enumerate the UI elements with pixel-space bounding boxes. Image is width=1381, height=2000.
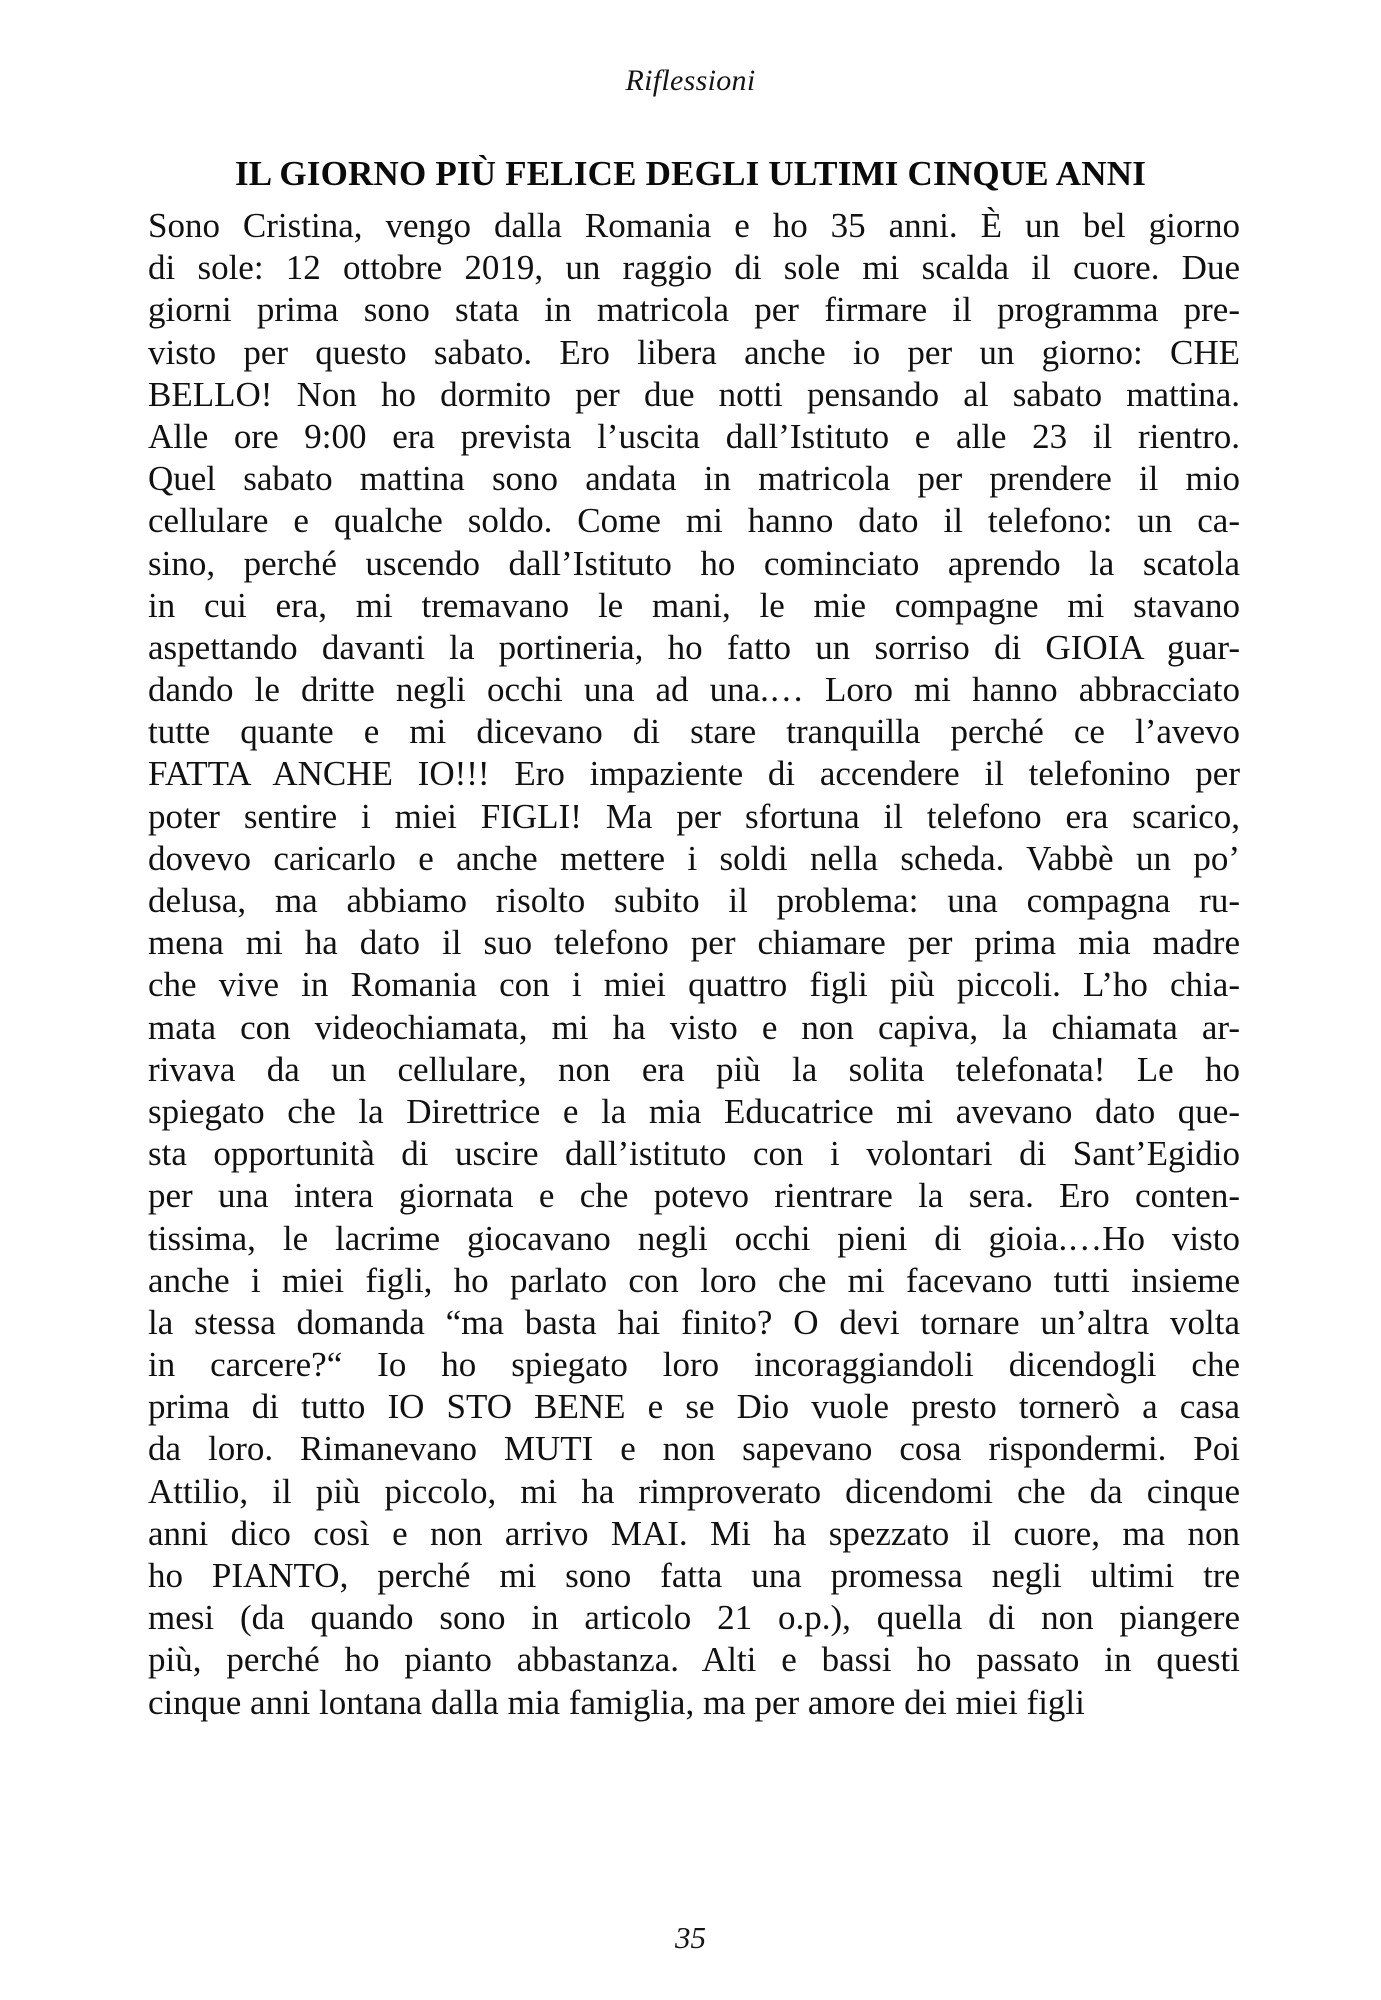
body-text — [148, 205, 1240, 1724]
text-line: FATTA ANCHE IO!!! Ero impaziente di accendere il telefonino per — [148, 754, 1240, 794]
text-line: dovevo caricarlo e anche mettere i soldi nella scheda. Vabbè un po’ — [148, 838, 1240, 878]
text-line: giorni prima sono stata in matricola per firmare il programma pre- — [148, 290, 1240, 330]
text-line: tissima, le lacrime giocavano negli occhi pieni di gioia.…Ho visto — [148, 1218, 1240, 1258]
text-line: anche i miei figli, ho parlato con loro che mi facevano tutti insieme — [148, 1260, 1240, 1300]
text-line: mata con videochiamata, mi ha visto e non capiva, la chiamata ar- — [148, 1007, 1240, 1047]
text-line: sta opportunità di uscire dall’istituto con i volontari di Sant’Egidio — [148, 1134, 1240, 1174]
text-line: anni dico così e non arrivo MAI. Mi ha spezzato il cuore, ma non — [148, 1513, 1240, 1553]
text-line: spiegato che la Direttrice e la mia Educatrice mi avevano dato que- — [148, 1091, 1240, 1131]
text-line: mena mi ha dato il suo telefono per chiamare per prima mia madre — [148, 923, 1240, 963]
text-line: dando le dritte negli occhi una ad una.… Loro mi hanno abbracciato — [148, 670, 1240, 710]
text-line: cellulare e qualche soldo. Come mi hanno dato il telefono: un ca- — [148, 501, 1240, 541]
text-line: poter sentire i miei FIGLI! Ma per sfortuna il telefono era scarico, — [148, 796, 1240, 836]
text-line: in carcere?“ Io ho spiegato loro incoraggiandoli dicendogli che — [148, 1345, 1240, 1385]
text-line: rivava da un cellulare, non era più la solita telefonata! Le ho — [148, 1049, 1240, 1089]
text-line: di sole: 12 ottobre 2019, un raggio di sole mi scalda il cuore. Due — [148, 248, 1240, 288]
page-title: IL GIORNO PIÙ FELICE DEGLI ULTIMI CINQUE ANNI — [234, 154, 1147, 194]
text-line: tutte quante e mi dicevano di stare tranquilla perché ce l’avevo — [148, 712, 1240, 752]
text-line: sino, perché uscendo dall’Istituto ho cominciato aprendo la scatola — [148, 543, 1240, 583]
text-line: in cui era, mi tremavano le mani, le mie compagne mi stavano — [148, 585, 1240, 625]
text-line: più, perché ho pianto abbastanza. Alti e bassi ho passato in questi — [148, 1640, 1240, 1680]
text-line: Quel sabato mattina sono andata in matricola per prendere il mio — [148, 459, 1240, 499]
text-line: mesi (da quando sono in articolo 21 o.p.), quella di non piangere — [148, 1598, 1240, 1638]
text-line: prima di tutto IO STO BENE e se Dio vuole presto tornerò a casa — [148, 1387, 1240, 1427]
page-number: 35 — [675, 1920, 706, 1955]
text-line: Sono Cristina, vengo dalla Romania e ho 35 anni. È un bel giorno — [148, 206, 1240, 245]
text-line: ho PIANTO, perché mi sono fatta una promessa negli ultimi tre — [148, 1556, 1240, 1595]
running-header: Riflessioni — [625, 64, 756, 97]
text-line: per una intera giornata e che potevo rientrare la sera. Ero conten- — [148, 1176, 1240, 1216]
text-line: delusa, ma abbiamo risolto subito il problema: una compagna ru- — [148, 881, 1240, 920]
text-line: Alle ore 9:00 era prevista l’uscita dall’Istituto e alle 23 il rientro. — [148, 416, 1240, 456]
text-line: BELLO! Non ho dormito per due notti pensando al sabato mattina. — [148, 374, 1240, 414]
text-line: la stessa domanda “ma basta hai finito? O devi tornare un’altra volta — [148, 1302, 1240, 1342]
text-line: Attilio, il più piccolo, mi ha rimproverato dicendomi che da cinque — [148, 1471, 1240, 1511]
text-line: visto per questo sabato. Ero libera anche io per un giorno: CHE — [148, 332, 1240, 372]
text-line: cinque anni lontana dalla mia famiglia, ma per amore dei miei figli — [148, 1682, 1085, 1722]
text-line: aspettando davanti la portineria, ho fatto un sorriso di GIOIA guar- — [148, 627, 1240, 667]
text-line: da loro. Rimanevano MUTI e non sapevano cosa rispondermi. Poi — [148, 1429, 1240, 1469]
text-line: che vive in Romania con i miei quattro figli più piccoli. L’ho chia- — [148, 965, 1240, 1005]
